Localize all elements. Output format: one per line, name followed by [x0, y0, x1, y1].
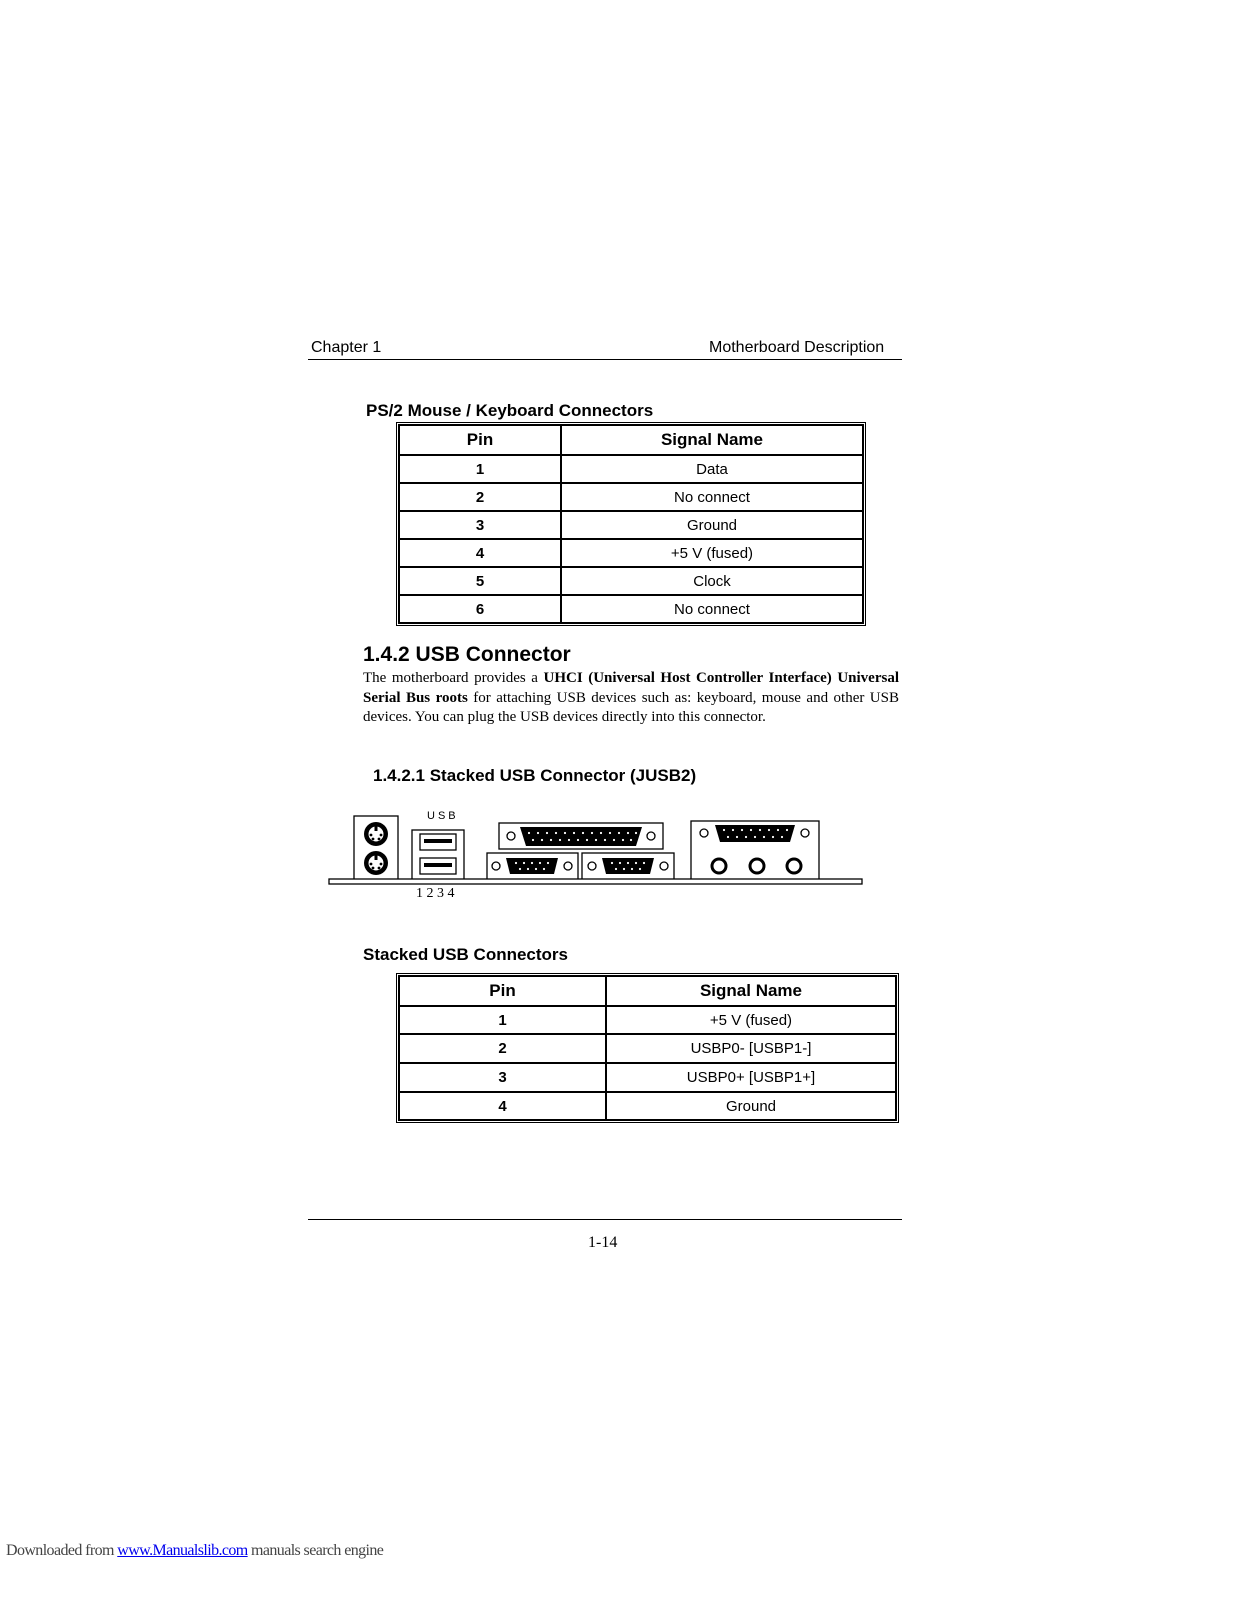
pin-cell: 3 — [399, 1063, 606, 1092]
table-row — [399, 483, 863, 511]
para-bold-text: UHCI (Universal Host Controller Interface) Universal Serial Bus roots — [363, 670, 899, 706]
serial-db9-connector-1 — [492, 858, 572, 874]
audio-jack-1 — [712, 859, 726, 873]
signal-cell: USBP0- [USBP1-] — [606, 1034, 896, 1063]
usb-pin-numbers: 1 2 3 4 — [416, 886, 455, 901]
table-row — [399, 1063, 896, 1092]
pin-cell: 4 — [399, 1092, 606, 1120]
signal-cell: No connect — [561, 483, 863, 511]
signal-cell: USBP0+ [USBP1+] — [606, 1063, 896, 1092]
pin-cell: 2 — [399, 483, 561, 511]
pin-cell: 1 — [399, 455, 561, 483]
chapter-label: Chapter 1 — [311, 339, 382, 356]
usb-description — [363, 669, 899, 728]
ps2-table-title: PS/2 Mouse / Keyboard Connectors — [366, 401, 654, 420]
audio-jack-3 — [787, 859, 801, 873]
usb-port-upper — [420, 834, 456, 850]
signal-cell: +5 V (fused) — [606, 1006, 896, 1034]
signal-cell: +5 V (fused) — [561, 539, 863, 567]
manualslib-link[interactable]: www.Manualslib.com — [117, 1542, 248, 1559]
signal-cell: Clock — [561, 567, 863, 595]
pin-cell: 4 — [399, 539, 561, 567]
para-text-1: The motherboard provides a — [363, 670, 544, 686]
table-row — [399, 455, 863, 483]
download-suffix: manuals search engine — [247, 1542, 384, 1559]
subsection-heading: 1.4.2.1 Stacked USB Connector (JUSB2) — [373, 766, 697, 785]
parallel-db25-connector — [507, 827, 655, 846]
table-row — [399, 595, 863, 623]
header-title: Motherboard Description — [709, 339, 885, 356]
usb-port-lower — [420, 858, 456, 874]
table-row — [399, 1006, 896, 1034]
pin-cell: 2 — [399, 1034, 606, 1063]
footer-rule — [308, 1219, 902, 1220]
section-heading: 1.4.2 USB Connector — [363, 643, 571, 666]
table-row — [399, 1092, 896, 1120]
signal-column-header: Signal Name — [606, 976, 896, 1006]
page-number: 1-14 — [588, 1234, 618, 1251]
usb-table-title: Stacked USB Connectors — [363, 945, 568, 964]
usb-port-label: USB — [427, 810, 459, 822]
ps2-mouse-port — [364, 822, 388, 846]
pin-column-header: Pin — [399, 425, 561, 455]
game-port-db15-connector — [700, 825, 809, 842]
para-text-2: for attaching USB devices such as: keyboard, mouse and other USB devices. You can plug the USB devices directly into this connector. — [363, 689, 899, 725]
io-shield-plate — [329, 879, 862, 884]
pin-cell: 6 — [399, 595, 561, 623]
back-panel-diagram — [326, 806, 866, 888]
table-row — [399, 1034, 896, 1063]
signal-cell: Data — [561, 455, 863, 483]
audio-jack-2 — [750, 859, 764, 873]
serial-db9-connector-2 — [588, 858, 668, 874]
table-row — [399, 539, 863, 567]
download-credit — [6, 1542, 383, 1560]
signal-cell: No connect — [561, 595, 863, 623]
signal-column-header: Signal Name — [561, 425, 863, 455]
ps2-pin-table — [396, 422, 866, 626]
header-rule — [308, 359, 902, 360]
pin-cell: 5 — [399, 567, 561, 595]
signal-cell: Ground — [561, 511, 863, 539]
table-row — [399, 511, 863, 539]
pin-column-header: Pin — [399, 976, 606, 1006]
pin-cell: 3 — [399, 511, 561, 539]
table-row — [399, 567, 863, 595]
pin-cell: 1 — [399, 1006, 606, 1034]
usb-pin-table — [396, 973, 899, 1123]
ps2-keyboard-port — [364, 851, 388, 875]
signal-cell: Ground — [606, 1092, 896, 1120]
download-prefix: Downloaded from — [6, 1542, 118, 1559]
